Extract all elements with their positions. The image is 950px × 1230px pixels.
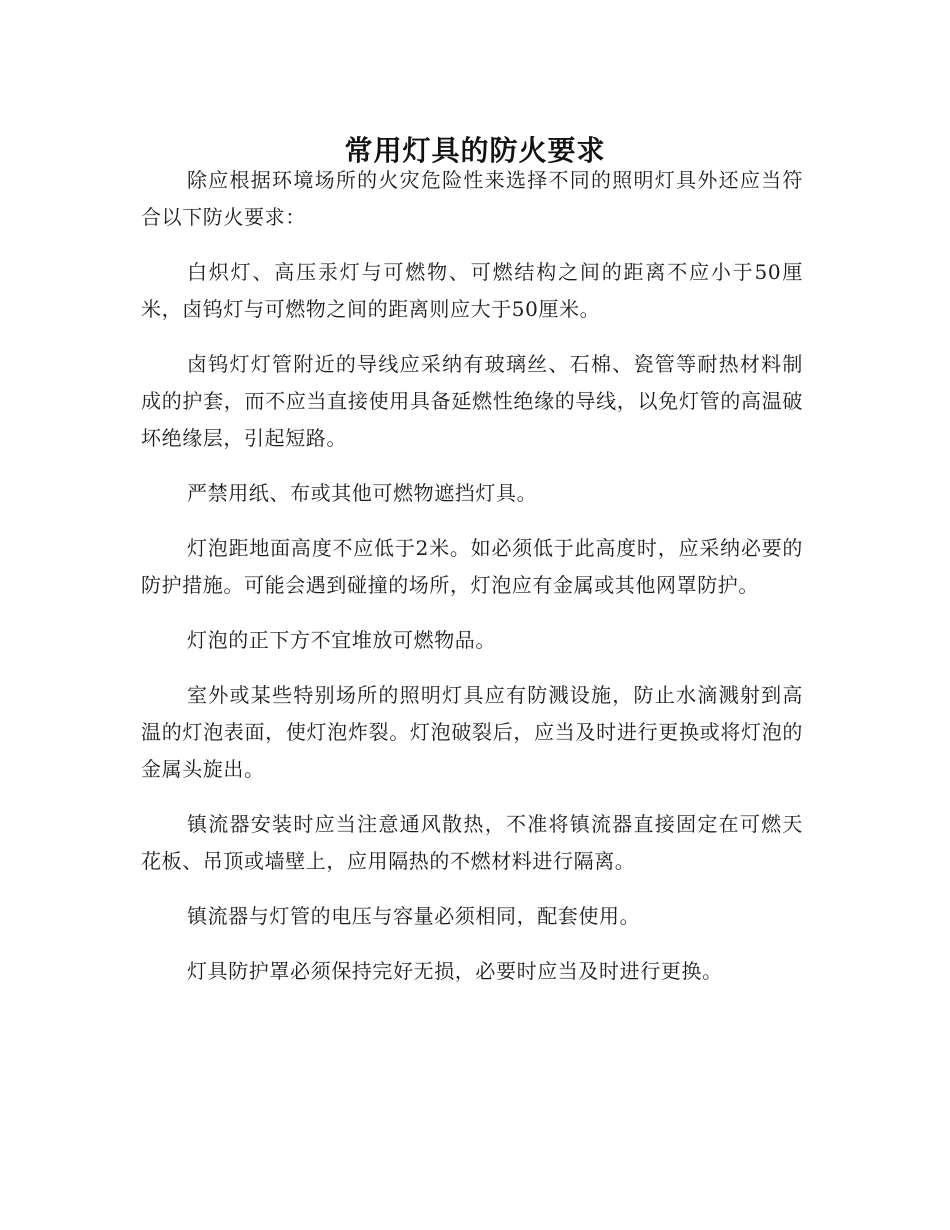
paragraph-cover: 灯具防护罩必须保持完好无损，必要时应当及时进行更换。 <box>187 959 723 983</box>
paragraph-height: 灯泡距地面高度不应低于2米。如必须低于此高度时，应采纳必要的防护措施。可能会遇到碰撞的场所，灯泡应有金属或其他网罩防护。 <box>141 536 803 597</box>
paragraph-distance: 白炽灯、高压汞灯与可燃物、可燃结构之间的距离不应小于50厘米，卤钨灯与可燃物之间的距离则应大于50厘米。 <box>141 260 803 321</box>
paragraph-splash: 室外或某些特别场所的照明灯具应有防溅设施，防止水滴溅射到高温的灯泡表面，使灯泡炸裂。灯泡破裂后，应当及时进行更换或将灯泡的金属头旋出。 <box>141 683 803 781</box>
paragraph-storage: 灯泡的正下方不宜堆放可燃物品。 <box>187 628 496 652</box>
paragraph-wiring: 卤钨灯灯管附近的导线应采纳有玻璃丝、石棉、瓷管等耐热材料制成的护套，而不应当直接使用具备延燃性绝缘的导线，以免灯管的高温破坏绝缘层，引起短路。 <box>141 352 803 450</box>
paragraph-covering: 严禁用纸、布或其他可燃物遮挡灯具。 <box>187 481 538 505</box>
paragraph-intro: 除应根据环境场所的火灾危险性来选择不同的照明灯具外还应当符合以下防火要求： <box>141 168 803 229</box>
paragraph-ballast-install: 镇流器安装时应当注意通风散热，不准将镇流器直接固定在可燃天花板、吊顶或墙壁上，应用隔热的不燃材料进行隔离。 <box>141 812 803 873</box>
document-body <box>141 162 803 1008</box>
page-title: 常用灯具的防火要求 <box>344 133 606 167</box>
paragraph-ballast-match: 镇流器与灯管的电压与容量必须相同，配套使用。 <box>187 904 641 928</box>
